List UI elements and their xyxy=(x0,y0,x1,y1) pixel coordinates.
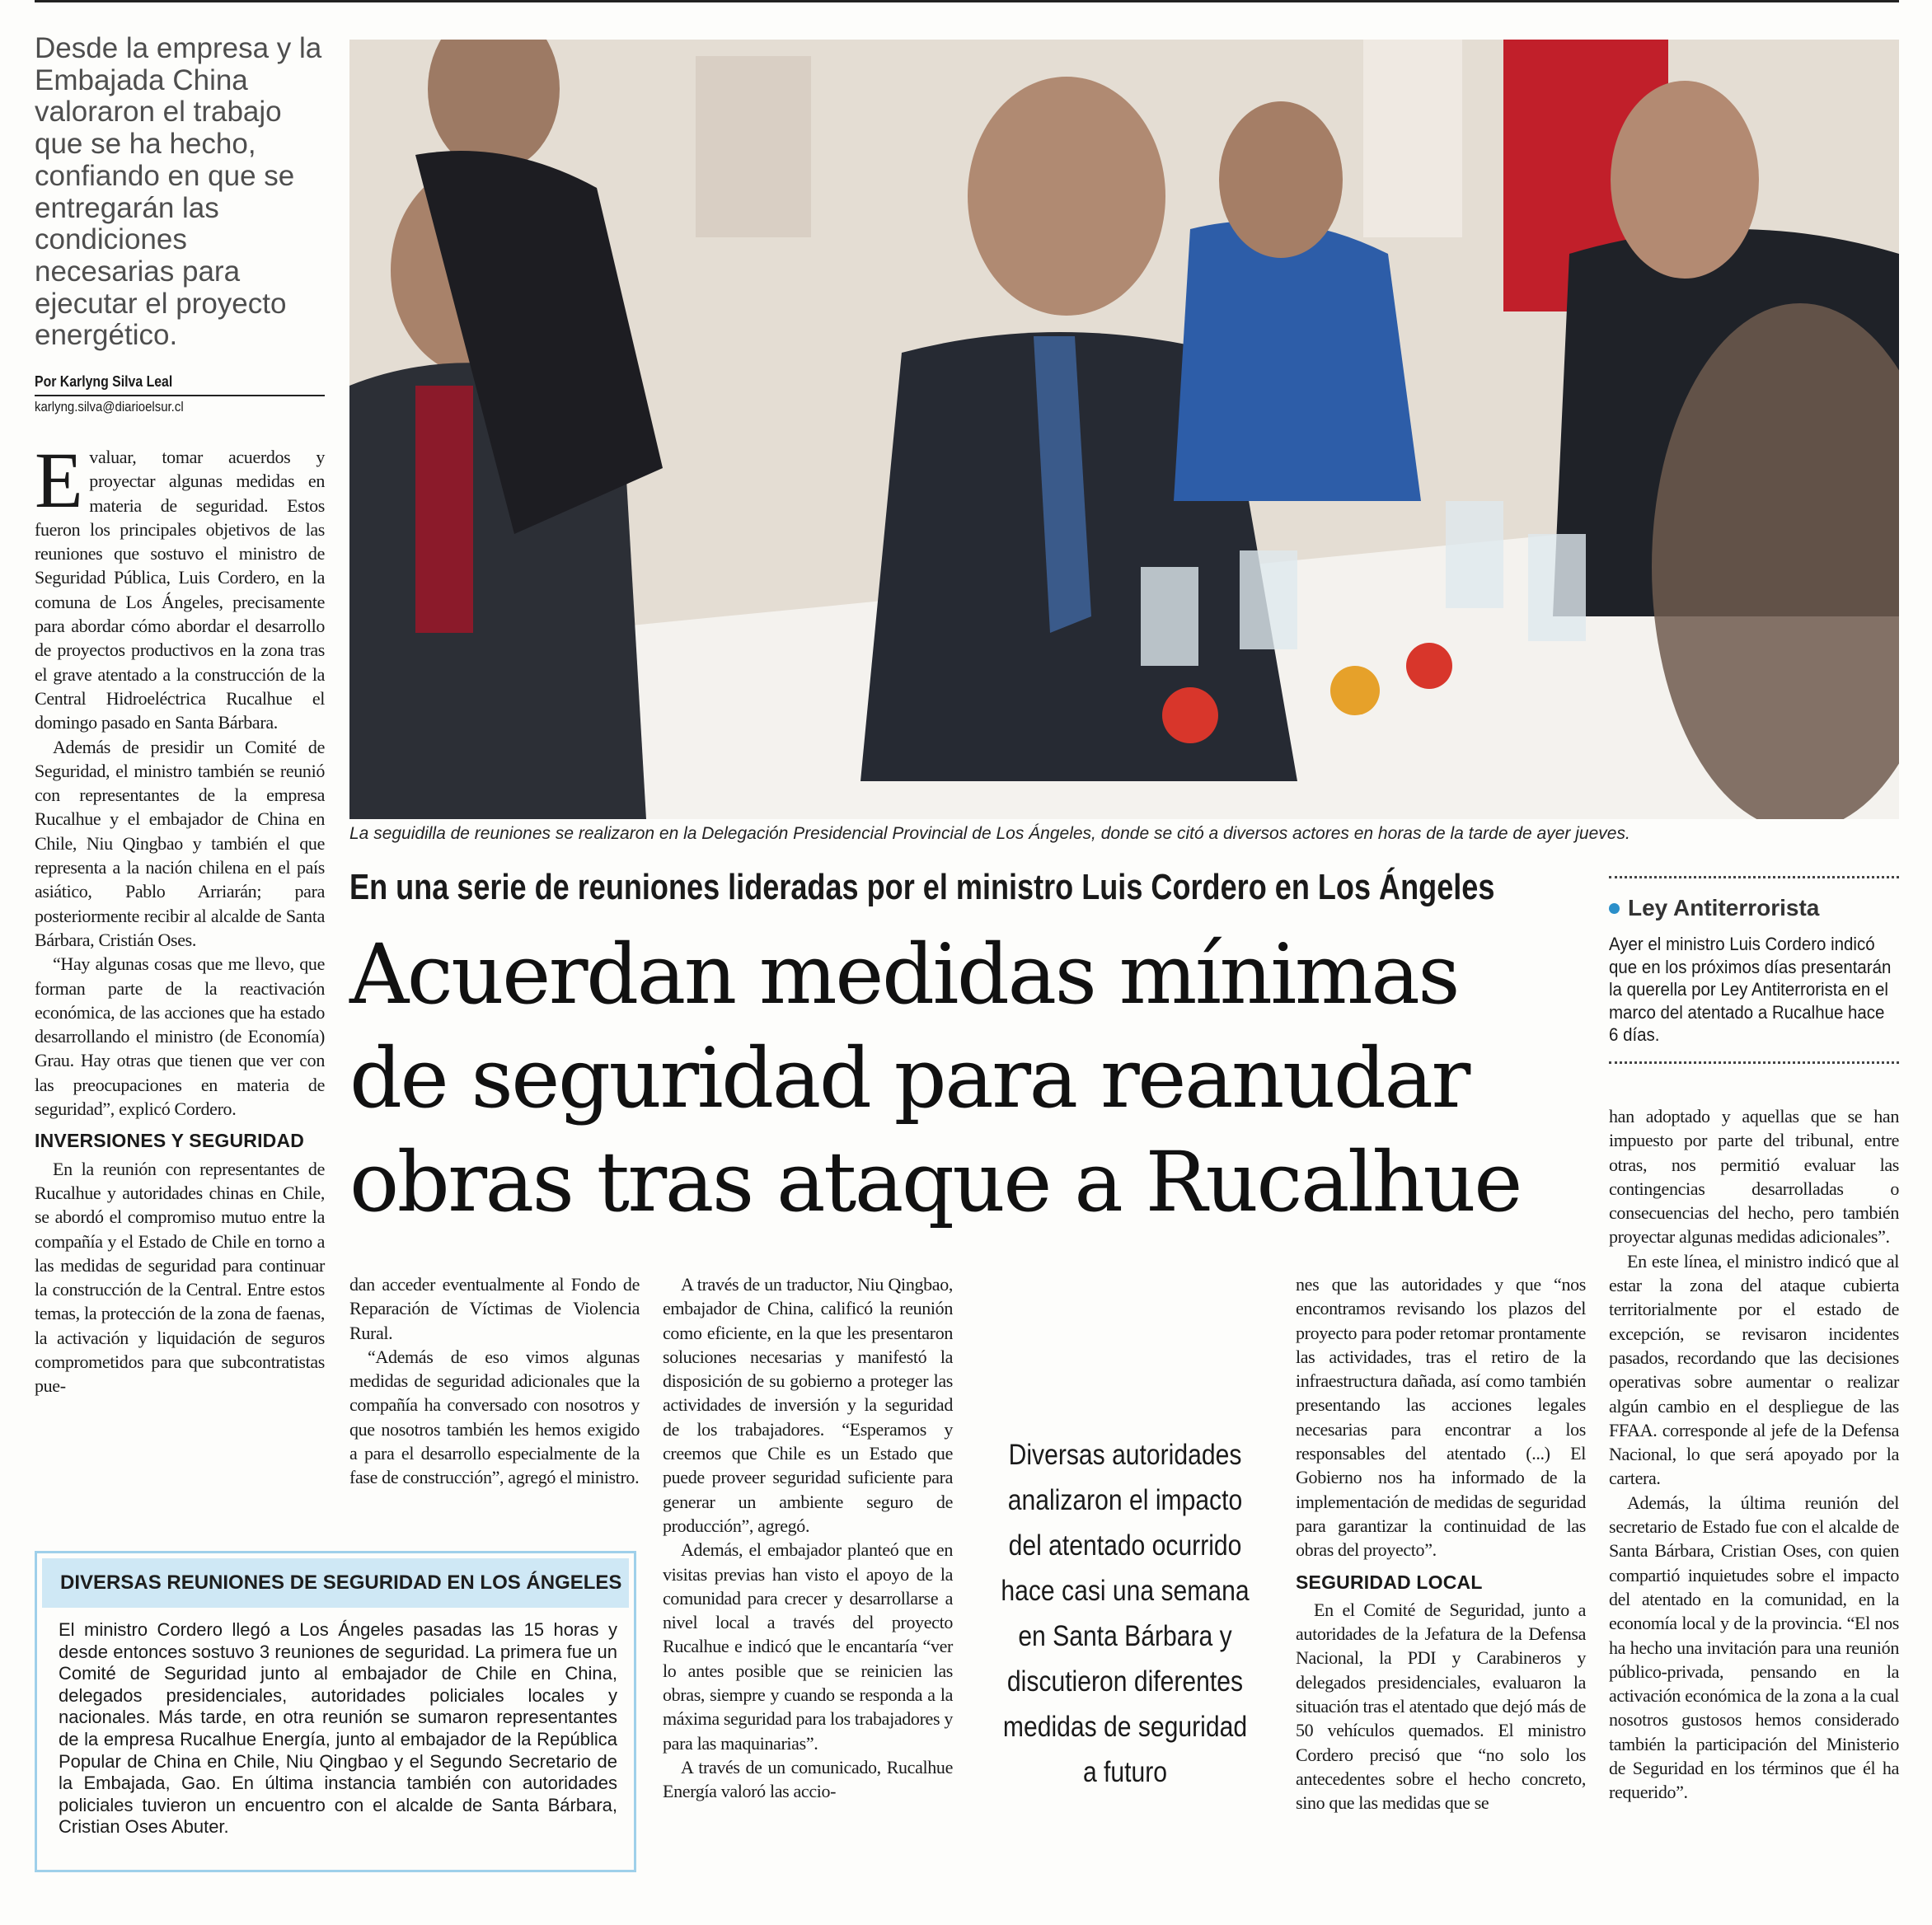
article-lede: Desde la empresa y la Embajada China valoraron el trabajo que se ha hecho, confiando en que se entregarán las condiciones necesarias para ejecutar el proyecto energético. xyxy=(35,32,322,352)
sidebar-title xyxy=(1609,895,1899,921)
paragraph: A través de un comunicado, Rucalhue Energía valoró las accio- xyxy=(663,1756,953,1802)
headline-kicker: En una serie de reuniones lideradas por el ministro Luis Cordero en Los Ángeles xyxy=(349,867,1495,907)
paragraph: En el Comité de Seguridad, junto a autoridades de la Jefatura de la Defensa Nacional, la PDI y Carabineros y delegados presidenciales, evaluaron la situación tras el atentado que dejó más de 50 vehículos quemados. El ministro Cordero precisó que “no solo los antecedentes sobre el hecho concreto, sino que las medidas que se xyxy=(1296,1599,1586,1814)
paragraph: En la reunión con representantes de Rucalhue y autoridades chinas en Chile, se abordó el compromiso mutuo entre la compañía y el Estado de Chile en torno a las medidas de seguridad para continuar la construcción de la Central. Entre estos temas, la protección de la zona de faenas, la activación y liquidación de seguros comprometidos para que subcontratistas pue- xyxy=(35,1158,325,1397)
sidebar-box xyxy=(1609,876,1899,1064)
byline-divider xyxy=(35,395,325,396)
article-column-1 xyxy=(35,436,325,1398)
sidebar-title-text: Ley Antiterrorista xyxy=(1628,895,1820,920)
paragraph: dan acceder eventualmente al Fondo de Reparación de Víctimas de Violencia Rural. xyxy=(349,1274,640,1343)
byline-author: Por Karlyng Silva Leal xyxy=(35,373,173,390)
paragraph-text: valuar, tomar acuerdos y proyectar algunas medidas en materia de seguridad. Estos fueron los principales objetivos de las reuniones que sostuvo el ministro de Seguridad Pública, Luis Cordero, en la comuna de Los Ángeles, precisamente para abordar cómo abordar el desarrollo de proyectos productivos en la zona tras el grave atentado a la construcción de la Central Hidroeléctrica Rucalhue el domingo pasado en Santa Bárbara. xyxy=(35,447,325,733)
drop-cap: E xyxy=(35,436,83,524)
dotted-divider xyxy=(1609,876,1899,878)
bullet-icon xyxy=(1609,903,1620,914)
article-photo xyxy=(349,40,1899,819)
article-column-3 xyxy=(663,1272,953,1804)
info-box-title: DIVERSAS REUNIONES DE SEGURIDAD EN LOS ÁNGELES xyxy=(42,1558,629,1608)
subheading: INVERSIONES Y SEGURIDAD xyxy=(35,1130,305,1152)
subheading: SEGURIDAD LOCAL xyxy=(1296,1571,1483,1593)
info-box-body: El ministro Cordero llegó a Los Ángeles pasadas las 15 horas y desde entonces sostuvo 3 reuniones de seguridad. La primera fue un Comité de Seguridad junto al embajador de Chile en China, delegados presidenciales, autoridades policiales locales y nacionales. Más tarde, en otra reunión se sumaron representantes de la empresa Rucalhue Energía, junto al embajador de la República Popular de China en Chile, Niu Qingbao y el Segundo Secretario de la Embajada, Gao. En última instancia también con autoridades policiales tuvieron un encuentro con el alcalde de Santa Bárbara, Cristian Oses Abuter. xyxy=(59,1619,617,1838)
headline xyxy=(349,923,1586,1234)
paragraph: A través de un traductor, Niu Qingbao, embajador de China, calificó la reunión como eficiente, en la que les presentaron soluciones necesarias y manifestó la disposición de su gobierno a proteger las actividades de inversión y la seguridad de los trabajadores. “Esperamos y creemos que Chile es un Estado que puede proveer seguridad suficiente para generar un ambiente seguro de producción”, agregó. xyxy=(663,1274,953,1536)
info-box xyxy=(35,1551,636,1872)
dotted-divider xyxy=(1609,1061,1899,1064)
paragraph: han adoptado y aquellas que se han impuesto por parte del tribunal, entre otras, nos permitió evaluar las contingencias desarrolladas o consecuencias del hecho, pero también proyectar algunas medidas adicionales”. xyxy=(1609,1106,1899,1248)
paragraph xyxy=(35,436,325,735)
paragraph: Además, el embajador planteó que en visitas previas han visto el apoyo de la comunidad para crecer y desarrollarse a nivel local a través del proyecto Rucalhue e indicó que le encantaría “ver lo antes posible que se reinicien las obras, siempre y cuando se responda a la máxima seguridad para los trabajadores y para las maquinarias”. xyxy=(663,1539,953,1754)
photo-caption: La seguidilla de reuniones se realizaron en la Delegación Presidencial Provincial de Los Ángeles, donde se citó a diversos actores en horas de la tarde de ayer jueves. xyxy=(349,824,1630,843)
headline-line: Acuerdan medidas mínimas xyxy=(349,926,1459,1023)
article-column-5 xyxy=(1609,1104,1899,1805)
pull-quote: Diversas autoridades analizaron el impacto del atentado ocurrido hace casi una semana en Santa Bárbara y discutieron diferentes medidas de seguridad a futuro xyxy=(1001,1439,1250,1788)
sidebar-text: Ayer el ministro Luis Cordero indicó que en los próximos días presentarán la querella por Ley Antiterrorista en el marco del atentado a Rucalhue hace 6 días. xyxy=(1609,934,1892,1045)
paragraph: Además de presidir un Comité de Seguridad, el ministro también se reunió con representantes de la empresa Rucalhue y el embajador de China en Chile, Niu Qingbao y también el que representa a la nación chilena en el país asiático, Pablo Arriarán; para posteriormente recibir al alcalde de Santa Bárbara, Cristián Oses. xyxy=(35,736,325,950)
paragraph: nes que las autoridades y que “nos encontramos revisando los plazos del proyecto para poder retomar prontamente las actividades, tras el retiro de la infraestructura dañada, así como también presentando las acciones legales necesarias para encontrar a los responsables del atentado (...) El Gobierno nos ha informado de la implementación de medidas de seguridad para garantizar la continuidad de las obras del proyecto”. xyxy=(1296,1274,1586,1561)
article-column-2 xyxy=(349,1272,640,1490)
article-column-4 xyxy=(1296,1272,1586,1815)
top-rule xyxy=(35,0,1899,2)
paragraph: “Hay algunas cosas que me llevo, que forman parte de la reactivación económica, de las acciones que ha estado desarrollando el ministro (de Economía) Grau. Hay otras que tienen que ver con las preocupaciones en materia de seguridad”, explicó Cordero. xyxy=(35,953,325,1120)
meeting-photo-illustration xyxy=(349,40,1899,819)
paragraph: Además, la última reunión del secretario de Estado fue con el alcalde de Santa Bárbara, Cristian Oses, con quien compartió inquietudes sobre el impacto del atentado en la comunidad, en la economía local y de la provincia. “El nos ha hecho una invitación para una reunión público-privada, pensando en la activación económica de la zona a la cual nosotros gustosos hemos considerado también la participación del Ministerio de Seguridad en los términos que él ha requerido”. xyxy=(1609,1492,1899,1803)
byline-email: karlyng.silva@diarioelsur.cl xyxy=(35,399,184,415)
headline-line: obras tras ataque a Rucalhue xyxy=(349,1134,1521,1230)
paragraph: “Además de eso vimos algunas medidas de seguridad adicionales que la compañía ha conversado con nosotros y que nosotros también les hemos exigido a para el desarrollo especialmente de la fase de construcción”, agregó el ministro. xyxy=(349,1346,640,1488)
headline-line: de seguridad para reanudar xyxy=(349,1030,1469,1126)
paragraph: En este línea, el ministro indicó que al estar la zona del ataque cubierta territorialmente por el estado de excepción, se revisaron incidentes pasados, recordando que las decisiones operativas sobre aumentar o realizar algún cambio en el despliegue de las FFAA. corresponde al jefe de la Defensa Nacional, lo que será apoyado por la cartera. xyxy=(1609,1250,1899,1489)
